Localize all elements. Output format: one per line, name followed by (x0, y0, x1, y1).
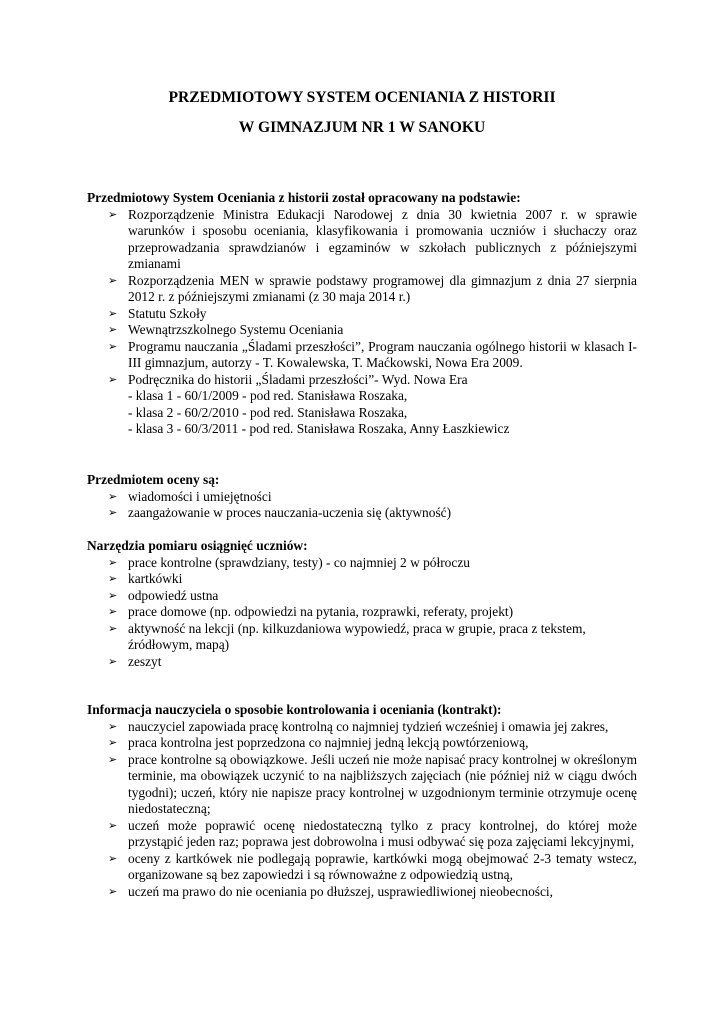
section-measurement-tools-list (87, 555, 637, 671)
list-item: ➢ prace kontrolne (sprawdziany, testy) - co najmniej 2 w półroczu (108, 554, 470, 570)
arrow-bullet-icon: ➢ (108, 884, 118, 898)
section-teacher-contract-list (87, 719, 637, 901)
arrow-bullet-icon: ➢ (108, 207, 118, 221)
list-item: ➢ uczeń może poprawić ocenę niedostateczną tylko z pracy kontrolnej, do której może przystąpić jeden raz; poprawa jest dobrowolna i musi odbywać się poza zajęciami lekcyjnymi, (108, 817, 637, 849)
arrow-bullet-icon: ➢ (108, 572, 118, 585)
arrow-bullet-icon: ➢ (108, 621, 118, 635)
arrow-bullet-icon: ➢ (108, 719, 118, 733)
arrow-bullet-icon: ➢ (108, 323, 118, 336)
list-item: ➢ Rozporządzenia MEN w sprawie podstawy programowej dla gimnazjum z dnia 27 sierpnia 2012 r. z późniejszymi zmianami (z 30 maja 2014 r.) (108, 272, 637, 304)
textbook-class-3: - klasa 3 - 60/3/2011 - pod red. Stanisława Roszaka, Anny Łaszkiewicz (128, 421, 510, 436)
arrow-bullet-icon: ➢ (108, 851, 118, 865)
list-item: ➢ aktywność na lekcji (np. kilkuzdaniowa wypowiedź, praca w grupie, praca z tekstem, źródłowym, mapą) (108, 620, 586, 652)
list-item: ➢ Podręcznika do historii „Śladami przeszłości”- Wyd. Nowa Era - klasa 1 - 60/1/2009 - pod red. Stanisława Roszaka, - klasa 2 - 60/2/2010 - pod red. Stanisława Roszaka, - klasa 3 - 60/3/2011 - pod red. Stanisława Roszaka, Anny Łaszkiewicz (87, 372, 637, 438)
list-item: ➢ wiadomości i umiejętności (108, 488, 272, 504)
arrow-bullet-icon: ➢ (108, 752, 118, 766)
list-item: ➢ prace kontrolne są obowiązkowe. Jeśli uczeń nie może napisać pracy kontrolnej w określonym terminie, ma obowiązek uczynić to na najbliższych zajęciach (nie później niż w ciągu dwóch tygodni); uczeń, który nie napisze pracy kontrolnej w uzgodnionym terminie otrzymuje ocenę niedostateczną; (108, 751, 637, 816)
section-assessment-subject-list (87, 489, 637, 522)
textbook-class-1: - klasa 1 - 60/1/2009 - pod red. Stanisława Roszaka, (128, 388, 408, 403)
arrow-bullet-icon: ➢ (108, 489, 118, 503)
section-measurement-tools (87, 538, 637, 670)
list-item: ➢ nauczyciel zapowiada pracę kontrolną co najmniej tydzień wcześniej i omawia jej zakres, (108, 718, 609, 734)
section-teacher-contract (87, 702, 637, 900)
arrow-bullet-icon: ➢ (108, 555, 118, 569)
list-item: ➢ Wewnątrzszkolnego Systemu Oceniania (108, 322, 344, 337)
section-basis (87, 190, 637, 438)
list-item: ➢ praca kontrolna jest poprzedzona co najmniej jedną lekcją powtórzeniową, (108, 735, 529, 750)
section-assessment-subject (87, 472, 637, 522)
list-item: ➢ Statutu Szkoły (108, 305, 207, 321)
list-item: ➢ zaangażowanie w proces nauczania-uczenia się (aktywność) (108, 505, 452, 520)
arrow-bullet-icon: ➢ (108, 306, 118, 320)
section-teacher-contract-heading: Informacja nauczyciela o sposobie kontrolowania i oceniania (kontrakt): (87, 702, 502, 717)
list-item: ➢ oceny z kartkówek nie podlegają poprawie, kartkówki mogą obejmować 2-3 tematy wstecz, organizowane są bez zapowiedzi i są równoważne z odpowiedzią ustną, (108, 850, 637, 882)
list-item: ➢ zeszyt (108, 653, 162, 669)
list-item: ➢ prace domowe (np. odpowiedzi na pytania, rozprawki, referaty, projekt) (108, 604, 514, 619)
list-item: ➢ odpowiedź ustna (108, 587, 219, 603)
arrow-bullet-icon: ➢ (108, 372, 118, 386)
arrow-bullet-icon: ➢ (108, 736, 118, 749)
arrow-bullet-icon: ➢ (108, 605, 118, 618)
list-item: ➢ Programu nauczania „Śladami przeszłości”, Program nauczania ogólnego historii w klasach I-III gimnazjum, autorzy - T. Kowalewska, T. Maćkowski, Nowa Era 2009. (108, 338, 637, 370)
textbook-class-2: - klasa 2 - 60/2/2010 - pod red. Stanisława Roszaka, (128, 404, 408, 420)
section-assessment-subject-heading: Przedmiotem oceny są: (87, 472, 220, 487)
section-basis-heading: Przedmiotowy System Oceniania z historii został opracowany na podstawie: (87, 190, 521, 205)
section-basis-list (87, 207, 637, 438)
list-item: ➢ kartkówki (108, 571, 183, 586)
arrow-bullet-icon: ➢ (108, 273, 118, 287)
list-item: ➢ uczeń ma prawo do nie oceniania po dłuższej, usprawiedliwionej nieobecności, (108, 883, 554, 899)
arrow-bullet-icon: ➢ (108, 818, 118, 832)
document-title-line1: PRZEDMIOTOWY SYSTEM OCENIANIA Z HISTORII (168, 89, 556, 106)
list-item: ➢ Rozporządzenie Ministra Edukacji Narodowej z dnia 30 kwietnia 2007 r. w sprawie warunków i sposobu oceniania, klasyfikowania i promowania uczniów i słuchaczy oraz przeprowadzania sprawdzianów i egzaminów w szkołach publicznych z późniejszymi zmianami (108, 206, 637, 271)
arrow-bullet-icon: ➢ (108, 339, 118, 353)
section-measurement-tools-heading: Narzędzia pomiaru osiągnięć uczniów: (87, 538, 308, 553)
arrow-bullet-icon: ➢ (108, 506, 118, 519)
document-title-line2: W GIMNAZJUM NR 1 W SANOKU (238, 119, 486, 136)
arrow-bullet-icon: ➢ (108, 588, 118, 602)
arrow-bullet-icon: ➢ (108, 654, 118, 668)
